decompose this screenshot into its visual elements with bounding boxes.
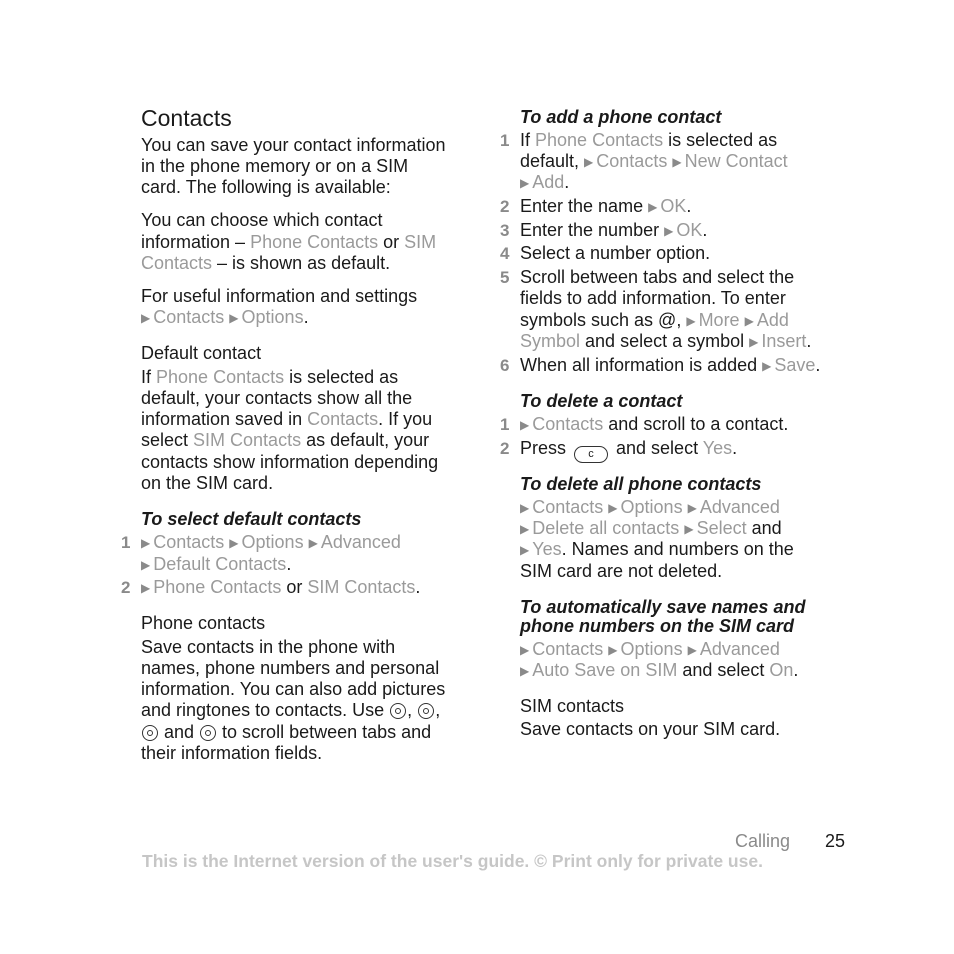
step-text: Enter the number ▶ OK. — [520, 220, 708, 240]
intro-line: card. The following is available: — [141, 177, 391, 197]
arrow-right-icon: ▶ — [608, 501, 618, 515]
arrow-right-icon: ▶ — [687, 643, 697, 657]
step-text: Enter the name ▶ OK. — [520, 196, 692, 216]
arrow-right-icon: ▶ — [141, 311, 151, 325]
step-text: Scroll between tabs and select the — [520, 267, 795, 287]
section-heading-auto-save: phone numbers on the SIM card — [520, 616, 795, 636]
step-text: ▶ Contacts ▶ Options ▶ Advanced — [141, 532, 401, 552]
step-text: fields to add information. To enter — [520, 288, 786, 308]
section-heading-select-default: To select default contacts — [141, 509, 362, 529]
arrow-right-icon: ▶ — [141, 558, 151, 572]
arrow-right-icon: ▶ — [141, 536, 151, 550]
default-contact-line: select SIM Contacts as default, your — [141, 430, 430, 450]
intro-line: You can save your contact information — [141, 135, 446, 155]
step-text: When all information is added ▶ Save. — [520, 355, 821, 375]
section-heading-auto-save: To automatically save names and — [520, 597, 806, 617]
default-contact-line: on the SIM card. — [141, 473, 274, 493]
menu-link-sim: SIM — [404, 232, 437, 252]
arrow-right-icon: ▶ — [141, 581, 151, 595]
arrow-right-icon: ▶ — [672, 155, 682, 169]
clear-key-icon: c — [574, 446, 608, 463]
footer-notice: This is the Internet version of the user's guide. © Print only for private use. — [142, 851, 763, 871]
delete-all-line: SIM card are not deleted. — [520, 561, 723, 581]
arrow-right-icon: ▶ — [520, 176, 530, 190]
arrow-right-icon: ▶ — [749, 335, 759, 349]
intro-line: in the phone memory or on a SIM — [141, 156, 409, 176]
section-heading-sim-contacts: SIM contacts — [520, 696, 625, 716]
arrow-right-icon: ▶ — [648, 200, 658, 214]
arrow-right-icon: ▶ — [229, 536, 239, 550]
step-text: ▶ Phone Contacts or SIM Contacts. — [141, 577, 421, 597]
arrow-right-icon: ▶ — [684, 522, 694, 536]
arrow-right-icon: ▶ — [520, 543, 530, 557]
menu-link-phone-contacts: Phone Contacts — [250, 232, 379, 252]
step-text: Press c and select Yes. — [520, 438, 737, 463]
page-title: Contacts — [141, 105, 232, 131]
step-number: 4 — [500, 244, 510, 263]
step-text: symbols such as @, ▶ More ▶ Add — [520, 310, 789, 330]
step-number: 1 — [121, 533, 131, 552]
step-number: 6 — [500, 356, 510, 375]
step-text: default, ▶ Contacts ▶ New Contact — [520, 151, 788, 171]
arrow-right-icon: ▶ — [687, 501, 697, 515]
step-text: ▶ Contacts and scroll to a contact. — [520, 414, 789, 434]
step-number: 2 — [500, 439, 510, 458]
default-contact-line: information saved in Contacts. If you — [141, 409, 433, 429]
phone-contacts-line: and ringtones to contacts. Use , , — [141, 700, 441, 720]
step-number: 2 — [121, 578, 131, 597]
arrow-right-icon: ▶ — [520, 643, 530, 657]
step-number: 3 — [500, 221, 510, 240]
useful-path: ▶ Contacts ▶ Options. — [141, 307, 309, 327]
phone-contacts-line: names, phone numbers and personal — [141, 658, 440, 678]
arrow-right-icon: ▶ — [308, 536, 318, 550]
arrow-right-icon: ▶ — [520, 664, 530, 678]
arrow-right-icon: ▶ — [229, 311, 239, 325]
phone-contacts-line: information. You can also add pictures — [141, 679, 446, 699]
arrow-right-icon: ▶ — [664, 224, 674, 238]
step-number: 1 — [500, 131, 510, 150]
step-number: 5 — [500, 268, 510, 287]
auto-save-line: ▶ Auto Save on SIM and select On. — [520, 660, 799, 680]
arrow-right-icon: ▶ — [608, 643, 618, 657]
section-heading-delete-all: To delete all phone contacts — [520, 474, 762, 494]
phone-contacts-line: and to scroll between tabs and — [141, 722, 431, 744]
choose-line: Contacts – is shown as default. — [141, 253, 391, 273]
step-text: Select a number option. — [520, 243, 711, 263]
useful-line: For useful information and settings — [141, 286, 418, 306]
delete-all-line: ▶ Delete all contacts ▶ Select and — [520, 518, 782, 538]
auto-save-line: ▶ Contacts ▶ Options ▶ Advanced — [520, 639, 780, 659]
footer-section-name: Calling — [735, 831, 791, 851]
arrow-right-icon: ▶ — [584, 155, 594, 169]
arrow-right-icon: ▶ — [686, 314, 696, 328]
step-text: ▶ Default Contacts. — [141, 554, 292, 574]
section-heading-add-contact: To add a phone contact — [520, 107, 722, 127]
default-contact-line: contacts show information depending — [141, 452, 439, 472]
step-number: 2 — [500, 197, 510, 216]
sim-contacts-line: Save contacts on your SIM card. — [520, 719, 781, 739]
section-heading-default-contact: Default contact — [141, 343, 262, 363]
choose-line: information – Phone Contacts or SIM — [141, 232, 437, 252]
nav-key-up-icon — [142, 725, 158, 741]
default-contact-line: If Phone Contacts is selected as — [141, 367, 399, 387]
delete-all-line: ▶ Contacts ▶ Options ▶ Advanced — [520, 497, 780, 517]
page-number: 25 — [825, 831, 846, 851]
arrow-right-icon: ▶ — [520, 501, 530, 515]
phone-contacts-line: their information fields. — [141, 743, 323, 763]
arrow-right-icon: ▶ — [520, 522, 530, 536]
arrow-right-icon: ▶ — [762, 359, 772, 373]
choose-line: You can choose which contact — [141, 210, 383, 230]
delete-all-line: ▶ Yes. Names and numbers on the — [520, 539, 794, 559]
nav-key-left-icon — [390, 703, 406, 719]
nav-key-down-icon — [200, 725, 216, 741]
step-text: If Phone Contacts is selected as — [520, 130, 778, 150]
step-text: Symbol and select a symbol ▶ Insert. — [520, 331, 812, 351]
section-heading-delete-contact: To delete a contact — [520, 391, 683, 411]
step-number: 1 — [500, 415, 510, 434]
step-text: ▶ Add. — [520, 172, 570, 192]
default-contact-line: default, your contacts show all the — [141, 388, 413, 408]
arrow-right-icon: ▶ — [744, 314, 754, 328]
arrow-right-icon: ▶ — [520, 418, 530, 432]
section-heading-phone-contacts: Phone contacts — [141, 613, 266, 633]
phone-contacts-line: Save contacts in the phone with — [141, 637, 396, 657]
nav-key-right-icon — [418, 703, 434, 719]
